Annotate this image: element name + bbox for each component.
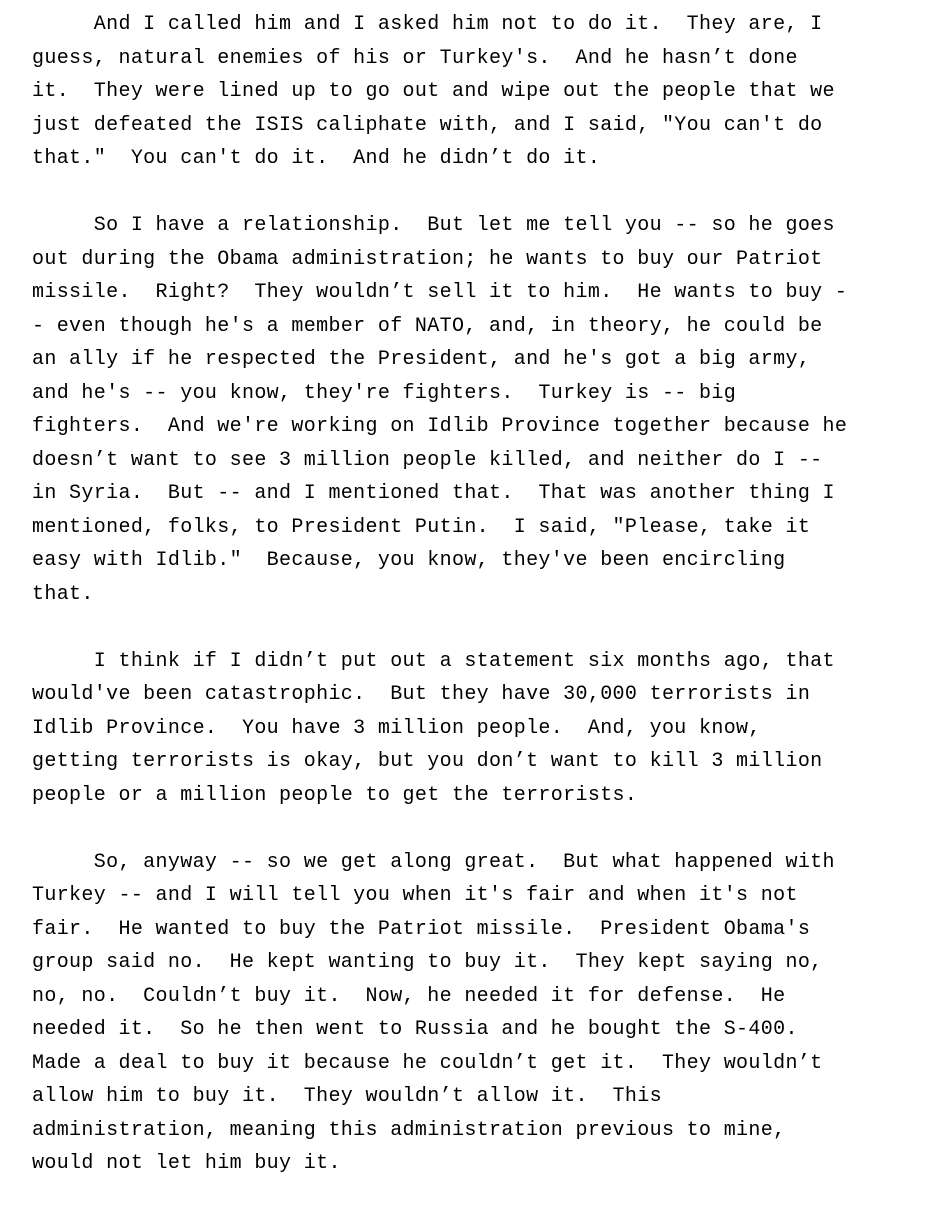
text-line: easy with Idlib." Because, you know, they've been encircling xyxy=(32,549,786,572)
text-line: just defeated the ISIS caliphate with, and I said, "You can't do xyxy=(32,113,823,137)
text-line: an ally if he respected the President, and he's got a big army, xyxy=(32,348,811,371)
text-line: would've been catastrophic. But they have 30,000 terrorists in xyxy=(32,683,811,706)
text-line: no, no. Couldn’t buy it. Now, he needed it for defense. He xyxy=(32,984,786,1008)
text-line: So I have a relationship. But let me tell you -- so he goes xyxy=(32,214,835,237)
paragraph-2 xyxy=(32,209,940,611)
text-line: guess, natural enemies of his or Turkey's. And he hasn’t done xyxy=(32,46,798,70)
text-line: group said no. He kept wanting to buy it. They kept saying no, xyxy=(32,951,823,974)
text-line: needed it. So he then went to Russia and he bought the S-400. xyxy=(32,1018,798,1041)
text-line: people or a million people to get the terrorists. xyxy=(32,783,638,807)
text-line: in Syria. But -- and I mentioned that. That was another thing I xyxy=(32,482,835,505)
paragraph-4 xyxy=(32,846,940,1181)
text-line: administration, meaning this administration previous to mine, xyxy=(32,1118,786,1142)
text-line: allow him to buy it. They wouldn’t allow it. This xyxy=(32,1085,662,1108)
text-line: So, anyway -- so we get along great. But what happened with xyxy=(32,850,835,874)
text-line: would not let him buy it. xyxy=(32,1152,341,1175)
text-line: getting terrorists is okay, but you don’t want to kill 3 million xyxy=(32,750,823,773)
text-line: Turkey -- and I will tell you when it's fair and when it's not xyxy=(32,884,798,907)
paragraph-3 xyxy=(32,645,940,813)
text-line: And I called him and I asked him not to do it. They are, I xyxy=(32,13,823,36)
text-line: I think if I didn’t put out a statement six months ago, that xyxy=(32,649,835,673)
text-line: doesn’t want to see 3 million people killed, and neither do I -- xyxy=(32,448,823,472)
text-line: Idlib Province. You have 3 million people. And, you know, xyxy=(32,716,761,740)
text-line: Made a deal to buy it because he couldn’t get it. They wouldn’t xyxy=(32,1051,823,1075)
text-line: mentioned, folks, to President Putin. I said, "Please, take it xyxy=(32,515,811,539)
text-line: that." You can't do it. And he didn’t do it. xyxy=(32,147,601,170)
text-line: it. They were lined up to go out and wipe out the people that we xyxy=(32,80,835,103)
text-line: that. xyxy=(32,582,94,606)
paragraph-1 xyxy=(32,8,940,176)
text-line: out during the Obama administration; he wants to buy our Patriot xyxy=(32,247,823,271)
text-line: missile. Right? They wouldn’t sell it to him. He wants to buy - xyxy=(32,281,848,304)
text-line: and he's -- you know, they're fighters. Turkey is -- big xyxy=(32,381,737,405)
transcript-page xyxy=(32,8,940,1214)
text-line: - even though he's a member of NATO, and, in theory, he could be xyxy=(32,314,823,338)
text-line: fighters. And we're working on Idlib Province together because he xyxy=(32,415,848,438)
text-line: fair. He wanted to buy the Patriot missile. President Obama's xyxy=(32,917,811,941)
